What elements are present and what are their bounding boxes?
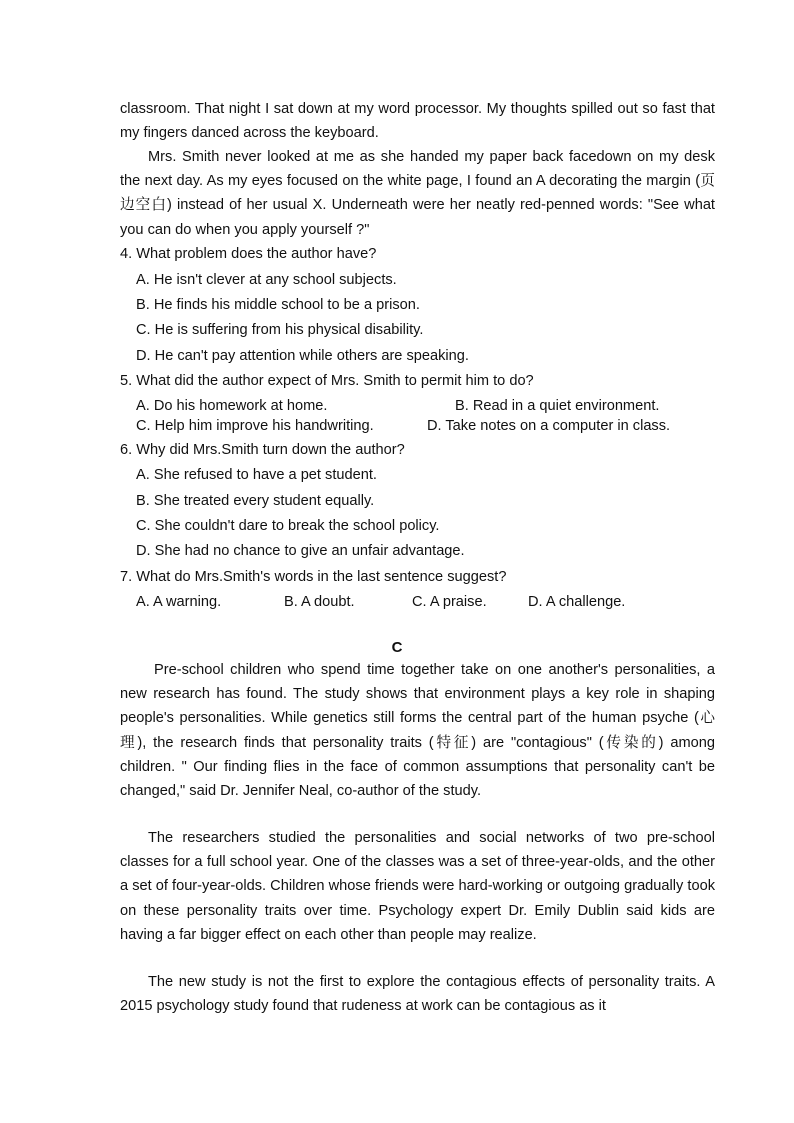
question-stem: 7. What do Mrs.Smith's words in the last sentence suggest? [120,569,507,585]
answer-option: B. He finds his middle school to be a prison. [136,297,420,313]
passage-b-paragraph: classroom. That night I sat down at my word processor. My thoughts spilled out so fast that my fingers danced across the keyboard. [120,101,715,142]
question-stem: 5. What did the author expect of Mrs. Smith to permit him to do? [120,373,534,389]
passage-c-paragraph: The new study is not the first to explore the contagious effects of personality traits. A 2015 psychology study found that rudeness at work can be contagious as it [120,974,715,1015]
answer-option: A. Do his homework at home. [136,398,328,414]
answer-option: D. A challenge. [528,594,626,610]
answer-option: C. She couldn't dare to break the school policy. [136,518,440,534]
answer-option: C. Help him improve his handwriting. [136,418,374,434]
passage-b-paragraph: Mrs. Smith never looked at me as she handed my paper back facedown on my desk the next day. As my eyes focused on the white page, I found an A decorating the margin (页边空白) instead of her usual X. Underneath were her neatly red-penned words: "See what you can do when you apply yourself ?" [120,149,715,238]
section-heading: C [391,639,403,656]
answer-option: C. He is suffering from his physical disability. [136,322,424,338]
answer-option: A. A warning. [136,594,222,610]
answer-option: D. He can't pay attention while others are speaking. [136,348,469,364]
question-stem: 6. Why did Mrs.Smith turn down the author? [120,442,405,458]
answer-option: D. She had no chance to give an unfair advantage. [136,543,465,559]
answer-option: D. Take notes on a computer in class. [427,418,671,434]
question-stem: 4. What problem does the author have? [120,246,377,262]
answer-option: B. A doubt. [284,594,355,610]
passage-c-paragraph: Pre-school children who spend time together take on one another's personalities, a new research has found. The study shows that environment plays a key role in shaping people's personalities. While genetics still forms the central part of the human psyche (心理), the research finds that personality traits (特征) are "contagious" (传染的) among children. " Our finding flies in the face of common assumptions that personality can't be changed," said Dr. Jennifer Neal, co-author of the study. [120,662,715,800]
answer-option: B. Read in a quiet environment. [455,398,660,414]
answer-option: C. A praise. [412,594,487,610]
answer-option: A. He isn't clever at any school subjects. [136,272,397,288]
answer-option: B. She treated every student equally. [136,493,375,509]
passage-c-paragraph: The researchers studied the personalities and social networks of two pre-school classes for a full school year. One of the classes was a set of three-year-olds, and the other a set of four-year-olds. Children whose friends were hard-working or outgoing gradually took on these personality traits over time. Psychology expert Dr. Emily Dublin said kids are having a far bigger effect on each other than people may realize. [120,830,715,943]
answer-option: A. She refused to have a pet student. [136,467,377,483]
